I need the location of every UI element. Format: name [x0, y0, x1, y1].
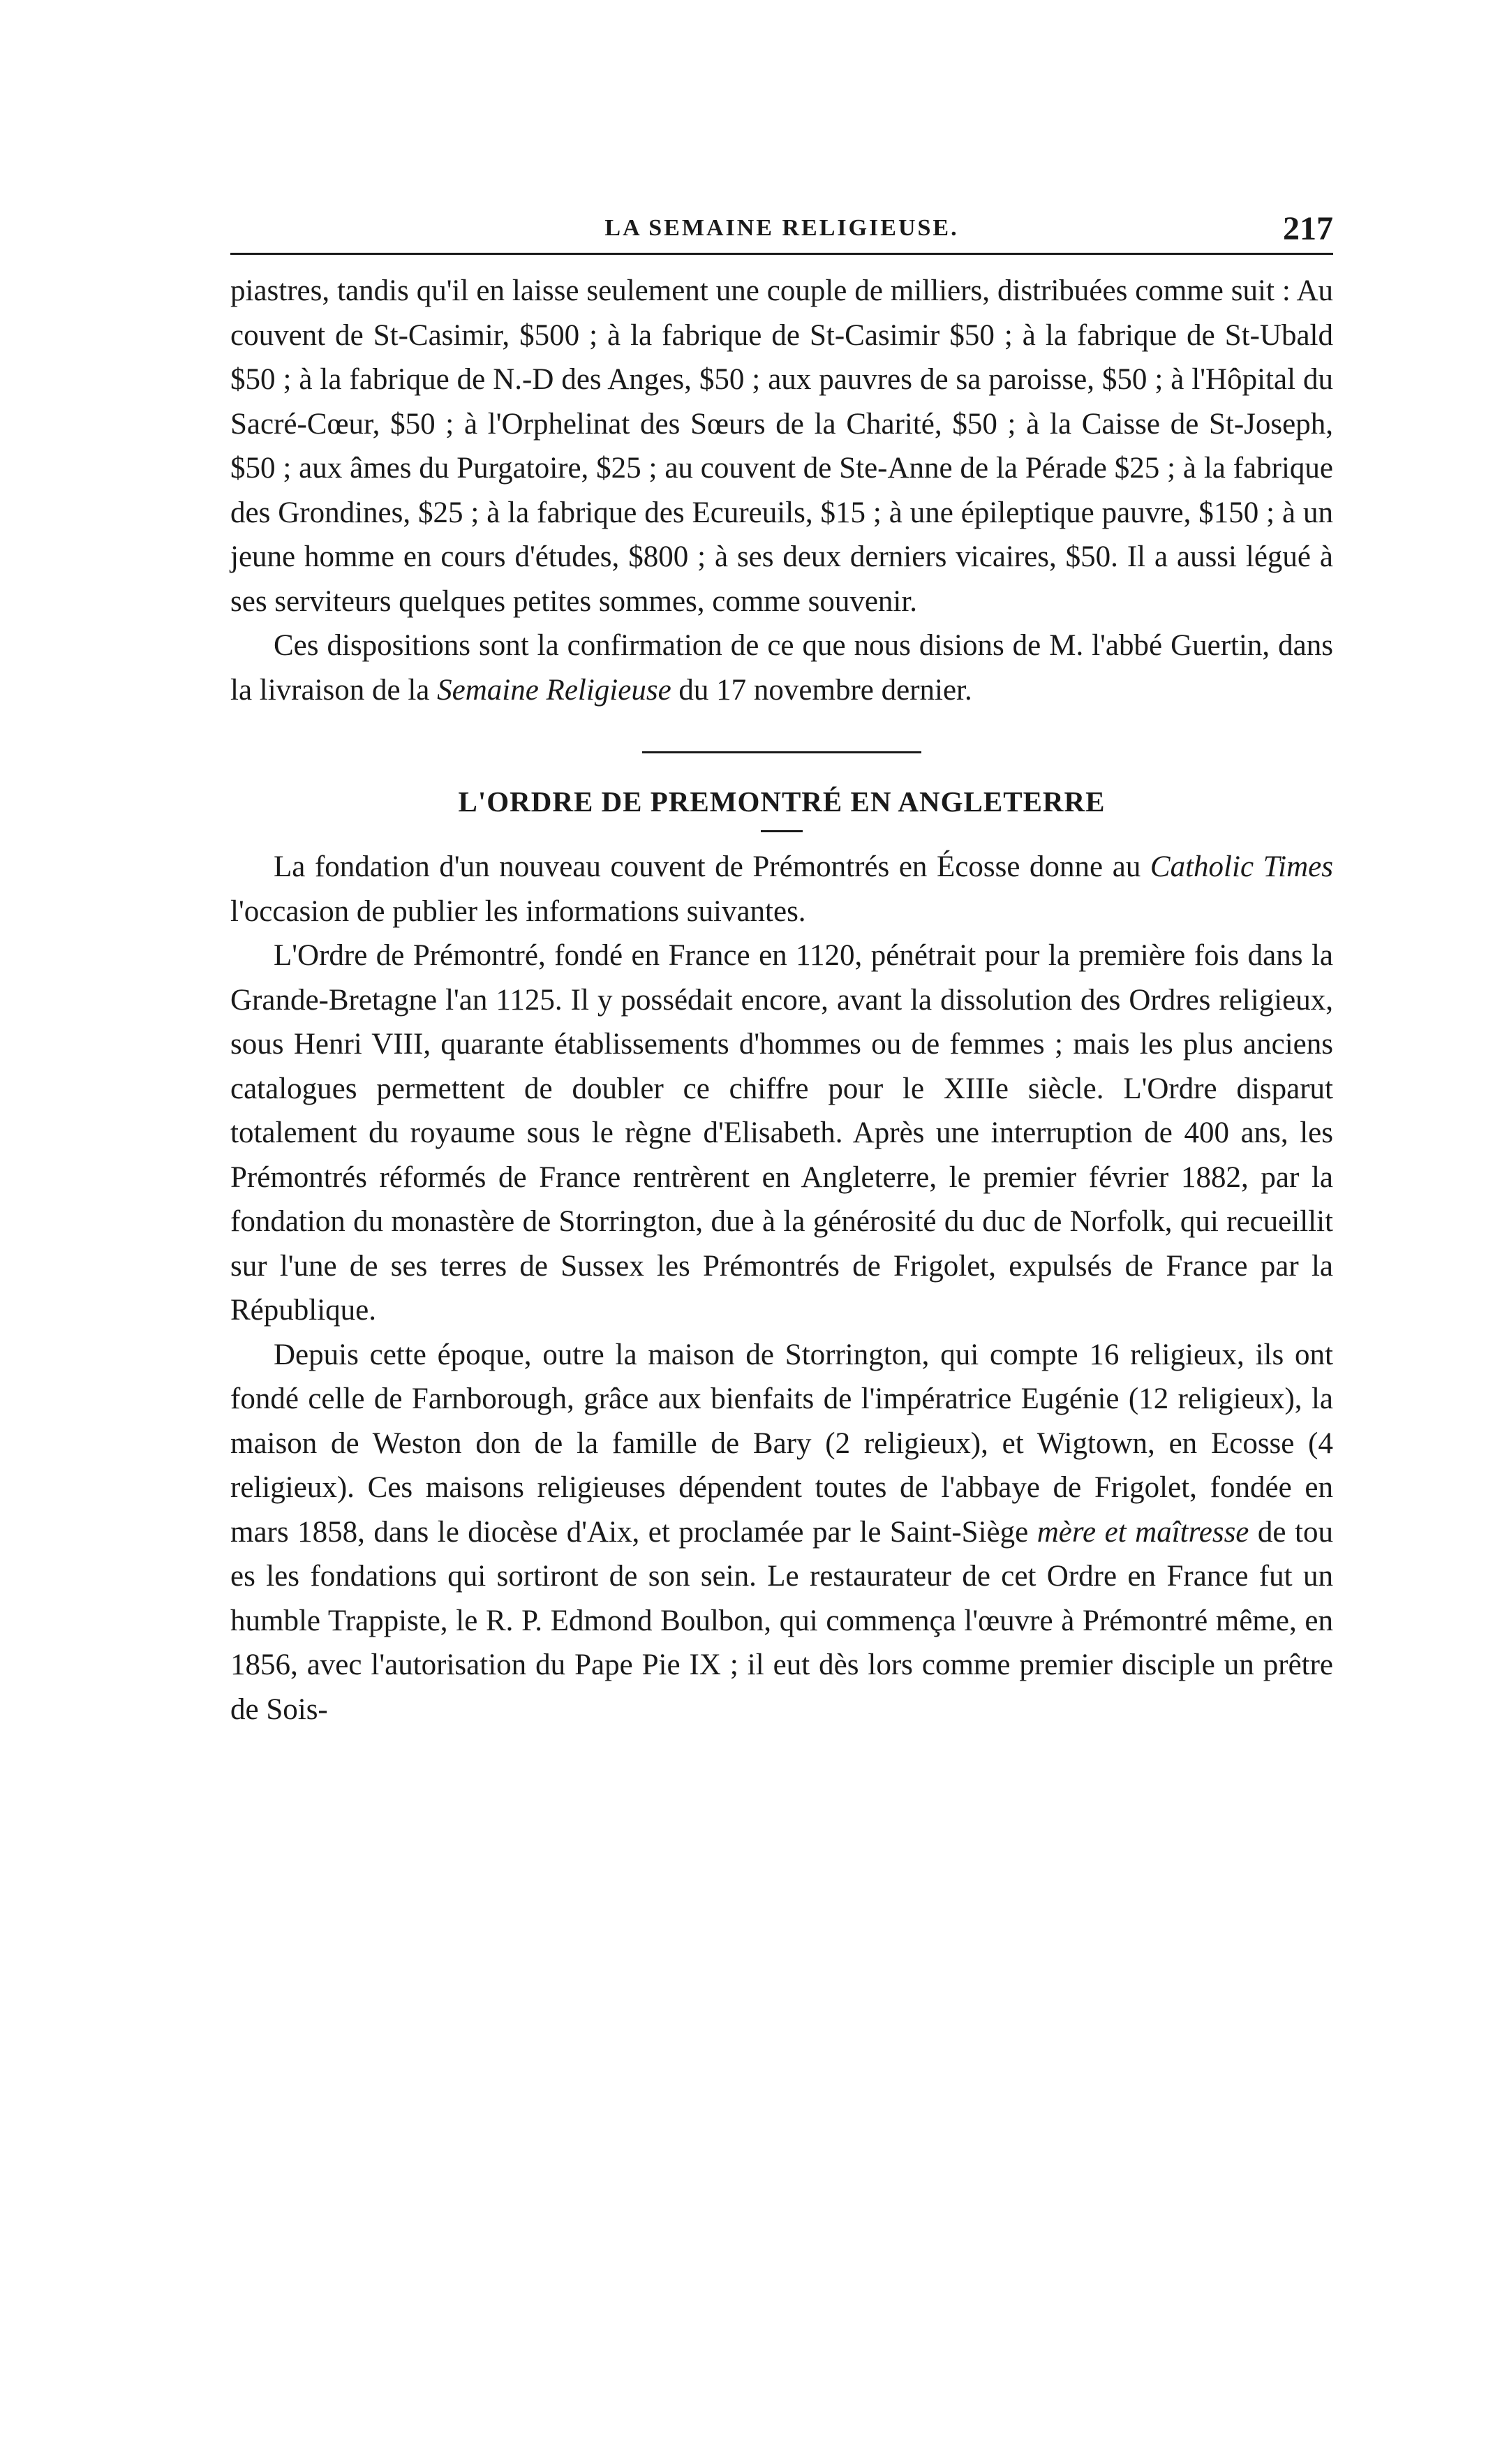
paragraph-houses-text-a: Depuis cette époque, outre la maison de Storrington, qui compte 16 religieux, ils ont fondé celle de Farnborough, grâce aux bienfaits de l'impératrice Eugénie (12 religieux), la maison de Weston don de la famille de Bary (2 religieux), et Wigtown, en Ecosse (4 religieux). Ces maisons religieuses dépendent toutes de l'abbaye de Frigolet, fondée en mars 1858, dans le diocèse d'Aix, et proclamée par le Saint-Siège	[230, 1338, 1333, 1549]
running-title: LA SEMAINE RELIGIEUSE.	[604, 215, 959, 241]
paragraph-foundation-text-a: La fondation d'un nouveau couvent de Prémontrés en Écosse donne au	[274, 850, 1150, 883]
title-underline	[761, 830, 803, 832]
paragraph-bequests: piastres, tandis qu'il en laisse seulement une couple de milliers, distribuées comme suit : Au couvent de St-Casimir, $500 ; à la fabrique de St-Casimir $50 ; à la fabrique de St-Ubald $50 ; à la fabrique de N.-D des Anges, $50 ; aux pauvres de sa paroisse, $50 ; à l'Hôpital du Sacré-Cœur, $50 ; à l'Orphelinat des Sœurs de la Charité, $50 ; à la Caisse de St-Joseph, $50 ; aux âmes du Purgatoire, $25 ; au couvent de Ste-Anne de la Pérade $25 ; à la fabrique des Grondines, $25 ; à la fabrique des Ecureuils, $15 ; à une épileptique pauvre, $150 ; à un jeune homme en cours d'études, $800 ; à ses deux derniers vicaires, $50. Il a aussi légué à ses serviteurs quelques petites sommes, comme souvenir.	[230, 274, 1333, 618]
paragraph-houses	[230, 1333, 1333, 1732]
paragraph-houses-text-b: de tou es les fondations qui sortiront de son sein. Le restaurateur de cet Ordre en France fut un humble Trappiste, le R. P. Edmond Boulbon, qui commença l'œuvre à Prémontré même, en 1856, avec l'autorisation du Pape Pie IX ; il eut dès lors comme premier disciple un prêtre de Sois-	[230, 1515, 1333, 1726]
page-number: 217	[1283, 210, 1333, 247]
header-rule	[230, 253, 1333, 255]
publication-title-italic: Semaine Religieuse	[437, 673, 671, 707]
newspaper-title-italic: Catholic Times	[1150, 850, 1333, 883]
body-text	[230, 269, 1333, 1732]
paragraph-confirmation-text-b: du 17 novembre dernier.	[671, 673, 972, 707]
paragraph-foundation	[230, 845, 1333, 934]
running-head	[230, 209, 1333, 251]
mother-house-italic: mère et maîtresse	[1037, 1515, 1249, 1549]
section-divider	[642, 751, 921, 753]
paragraph-foundation-text-b: l'occasion de publier les informations suivantes.	[230, 894, 806, 928]
paragraph-history: L'Ordre de Prémontré, fondé en France en 1120, pénétrait pour la première fois dans la Grande-Bretagne l'an 1125. Il y possédait encore, avant la dissolution des Ordres religieux, sous Henri VIII, quarante établissements d'hommes ou de femmes ; mais les plus anciens catalogues permettent de doubler ce chiffre pour le XIIIe siècle. L'Ordre disparut totalement du royaume sous le règne d'Elisabeth. Après une interruption de 400 ans, les Prémontrés réformés de France rentrèrent en Angleterre, le premier février 1882, par la fondation du monastère de Storrington, due à la générosité du duc de Norfolk, qui recueillit sur l'une de ses terres de Sussex les Prémontrés de Frigolet, expulsés de France par la République.	[230, 939, 1333, 1327]
paragraph-confirmation-text-a: Ces dispositions sont la confirmation de ce que nous disions de M. l'abbé Guertin, dans la livraison de la	[230, 629, 1333, 707]
paragraph-confirmation	[230, 624, 1333, 712]
section-title: L'ORDRE DE PREMONTRÉ EN ANGLETERRE	[458, 785, 1106, 818]
